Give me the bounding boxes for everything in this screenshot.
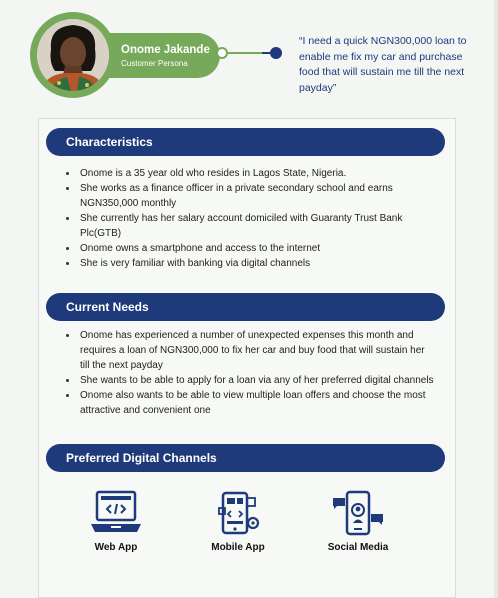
current-needs-list [64, 328, 436, 418]
current-needs-heading: Current Needs [46, 293, 445, 321]
persona-quote: “I need a quick NGN300,000 loan to enable me fix my car and purchase food that will sustain me till the next payday” [299, 35, 467, 94]
persona-photo [37, 19, 109, 91]
avatar [37, 19, 109, 91]
list-item: She works as a finance officer in a private secondary school and earns NGN350,000 monthly [64, 181, 439, 211]
channel-label: Web App [94, 542, 138, 553]
channel-social-media [313, 490, 403, 553]
channel-web-app [71, 490, 161, 553]
smartphone-chat-icon [331, 490, 385, 536]
connector-line-end [262, 52, 270, 54]
laptop-code-icon [89, 490, 143, 536]
channel-mobile-app [193, 490, 283, 553]
page-edge [494, 0, 498, 598]
connector-end-dot [270, 47, 282, 59]
list-item: Onome also wants to be able to view multiple loan offers and choose the most attractive and convenient one [64, 388, 436, 418]
channel-label: Social Media [327, 542, 389, 553]
channel-label: Mobile App [211, 542, 265, 553]
list-item: Onome owns a smartphone and access to the internet [64, 241, 439, 256]
characteristics-list [64, 166, 439, 271]
characteristics-heading: Characteristics [46, 128, 445, 156]
list-item: Onome is a 35 year old who resides in Lagos State, Nigeria. [64, 166, 439, 181]
persona-role: Customer Persona [121, 59, 188, 68]
connector-start-dot [216, 47, 228, 59]
persona-name: Onome Jakande [121, 44, 210, 56]
list-item: Onome has experienced a number of unexpected expenses this month and requires a loan of NGN300,000 to fix her car and buy food that will sustain her till the next payday [64, 328, 436, 373]
connector-line [228, 52, 262, 54]
mobile-app-icon [211, 490, 265, 536]
list-item: She wants to be able to apply for a loan via any of her preferred digital channels [64, 373, 436, 388]
list-item: She is very familiar with banking via digital channels [64, 256, 439, 271]
channels-heading: Preferred Digital Channels [46, 444, 445, 472]
list-item: She currently has her salary account domiciled with Guaranty Trust Bank Plc(GTB) [64, 211, 439, 241]
